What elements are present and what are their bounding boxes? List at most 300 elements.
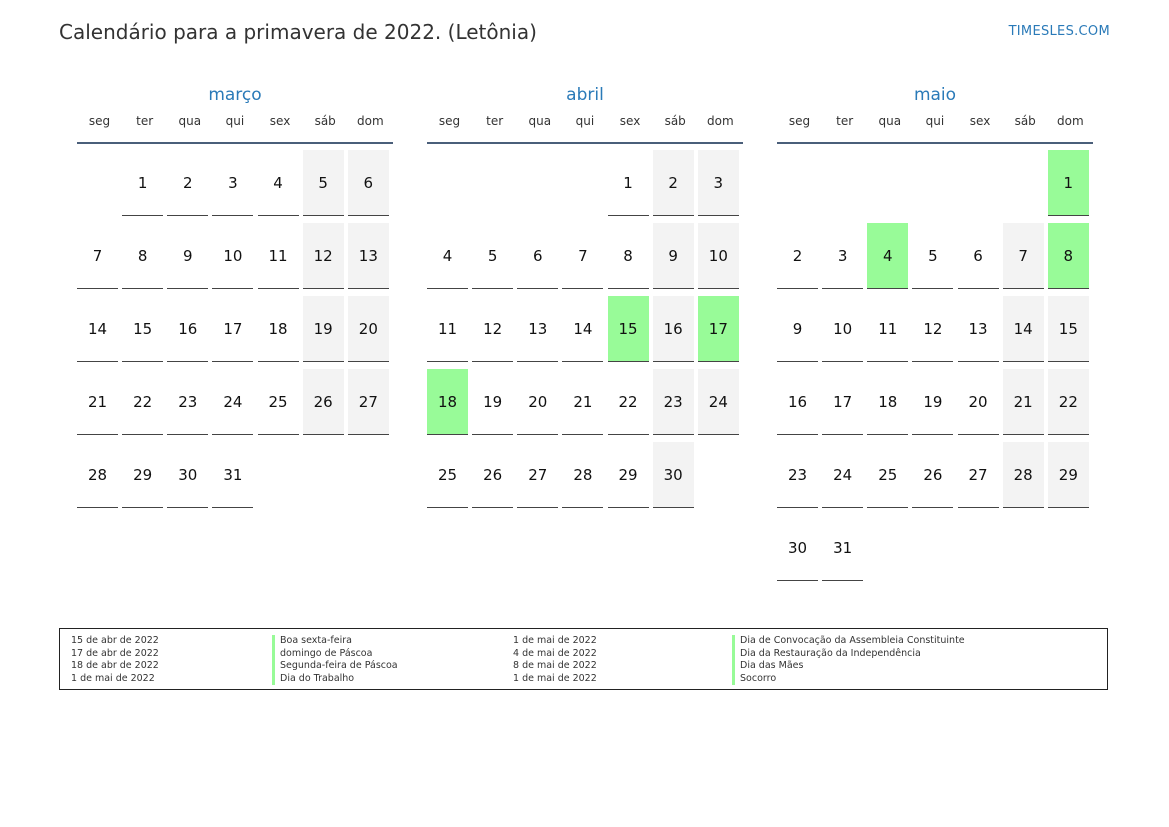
- legend-date: 1 de mai de 2022: [71, 672, 155, 684]
- day-number: 26: [483, 466, 503, 484]
- weekday-header: [77, 108, 393, 144]
- day-number: 12: [483, 320, 503, 338]
- day-cell: [653, 442, 694, 508]
- weekday-label: sex: [969, 114, 991, 128]
- day-cell: [958, 223, 999, 289]
- day-underline: [1048, 507, 1089, 508]
- weekday-header: [427, 108, 743, 144]
- day-number: 17: [708, 320, 728, 338]
- day-number: 14: [573, 320, 593, 338]
- weekday-label: qua: [528, 114, 552, 128]
- day-cell: [258, 369, 299, 435]
- day-number: 18: [268, 320, 288, 338]
- day-underline: [517, 434, 558, 435]
- day-number: 10: [708, 247, 728, 265]
- day-cell: [348, 296, 389, 362]
- day-number: 3: [713, 174, 724, 192]
- day-underline: [562, 361, 603, 362]
- day-underline: [912, 507, 953, 508]
- day-underline: [958, 507, 999, 508]
- weekday-label: sex: [269, 114, 291, 128]
- weekday-label: dom: [356, 114, 384, 128]
- day-underline: [1003, 288, 1044, 289]
- weekday-label: sáb: [314, 114, 336, 128]
- day-cell: [303, 150, 344, 216]
- day-underline: [562, 288, 603, 289]
- weekday-label: ter: [136, 114, 154, 128]
- day-cell: [122, 296, 163, 362]
- day-number: 29: [1058, 466, 1078, 484]
- day-number: 13: [528, 320, 548, 338]
- day-underline: [427, 288, 468, 289]
- legend-date: 4 de mai de 2022: [513, 647, 597, 659]
- legend-date: 8 de mai de 2022: [513, 660, 597, 671]
- legend-holiday-name: Socorro: [732, 673, 965, 686]
- weekday-label: sáb: [664, 114, 686, 128]
- day-underline: [427, 361, 468, 362]
- day-underline: [303, 361, 344, 362]
- day-cell: [348, 369, 389, 435]
- day-cell: [1003, 369, 1044, 435]
- day-underline: [258, 361, 299, 362]
- day-underline: [348, 288, 389, 289]
- month-may: [777, 84, 1093, 594]
- day-underline: [912, 361, 953, 362]
- day-cell: [1003, 442, 1044, 508]
- legend-date: 18 de abr de 2022: [71, 660, 159, 671]
- day-cell: [303, 296, 344, 362]
- day-cell: [258, 150, 299, 216]
- day-number: 24: [833, 466, 853, 484]
- day-cell: [472, 296, 513, 362]
- day-underline: [212, 507, 253, 508]
- day-underline: [348, 215, 389, 216]
- legend-date: 15 de abr de 2022: [71, 635, 159, 646]
- day-underline: [122, 288, 163, 289]
- day-underline: [562, 507, 603, 508]
- legend-holiday-name: Dia das Mães: [732, 660, 965, 673]
- day-number: 10: [223, 247, 243, 265]
- day-number: 17: [223, 320, 243, 338]
- weekday-label: qui: [575, 114, 595, 128]
- day-underline: [258, 434, 299, 435]
- day-number: 30: [178, 466, 198, 484]
- legend-dates-right: [513, 635, 597, 685]
- day-cell: [822, 369, 863, 435]
- day-cell: [167, 369, 208, 435]
- day-number: 20: [358, 320, 378, 338]
- day-underline: [122, 215, 163, 216]
- day-cell: [777, 442, 818, 508]
- day-number: 26: [313, 393, 333, 411]
- legend-holiday-name: Dia da Restauração da Independência: [732, 648, 965, 661]
- day-number: 3: [228, 174, 238, 192]
- day-cell: [212, 223, 253, 289]
- day-underline: [958, 361, 999, 362]
- day-cell: [472, 223, 513, 289]
- day-number: 3: [837, 247, 848, 265]
- day-underline: [167, 434, 208, 435]
- day-number: 23: [787, 466, 808, 484]
- day-underline: [698, 288, 739, 289]
- weekday-label: sáb: [1014, 114, 1036, 128]
- day-cell: [1003, 223, 1044, 289]
- day-underline: [608, 215, 649, 216]
- day-number: 11: [437, 320, 458, 338]
- day-cell: [258, 223, 299, 289]
- day-cell: [822, 223, 863, 289]
- day-cell: [122, 150, 163, 216]
- day-cell: [167, 442, 208, 508]
- holiday-day-cell: [427, 369, 468, 435]
- legend-holiday-name: Dia do Trabalho: [272, 673, 398, 686]
- day-cell: [562, 223, 603, 289]
- day-cell: [1048, 296, 1089, 362]
- day-cell: [122, 369, 163, 435]
- day-cell: [303, 369, 344, 435]
- legend-holiday-name: Boa sexta-feira: [272, 635, 398, 648]
- day-underline: [427, 434, 468, 435]
- day-number: 9: [182, 247, 193, 265]
- day-number: 8: [623, 247, 633, 265]
- day-cell: [77, 223, 118, 289]
- day-number: 14: [1013, 320, 1033, 338]
- day-underline: [167, 215, 208, 216]
- day-number: 18: [437, 393, 458, 411]
- legend-date: 1 de mai de 2022: [513, 672, 597, 684]
- holiday-day-cell: [867, 223, 908, 289]
- weekday-label: ter: [486, 114, 504, 128]
- day-cell: [77, 442, 118, 508]
- day-cell: [653, 369, 694, 435]
- day-underline: [777, 288, 818, 289]
- day-cell: [867, 442, 908, 508]
- day-number: 31: [223, 466, 243, 484]
- day-number: 12: [313, 247, 333, 265]
- day-cell: [303, 223, 344, 289]
- month-april: [427, 84, 743, 594]
- day-underline: [122, 507, 163, 508]
- day-number: 25: [268, 393, 288, 411]
- day-cell: [822, 296, 863, 362]
- day-underline: [653, 434, 694, 435]
- month-title: maio: [913, 85, 957, 105]
- day-cell: [608, 442, 649, 508]
- day-underline: [698, 361, 739, 362]
- day-cell: [653, 223, 694, 289]
- day-underline: [472, 507, 513, 508]
- day-cell: [348, 150, 389, 216]
- day-underline: [822, 580, 863, 581]
- day-number: 22: [618, 393, 638, 411]
- day-number: 19: [313, 320, 333, 338]
- day-number: 4: [882, 247, 893, 265]
- day-cell: [562, 369, 603, 435]
- day-underline: [958, 288, 999, 289]
- day-underline: [77, 361, 118, 362]
- legend-holiday-name: Dia de Convocação da Assembleia Constituinte: [732, 635, 965, 648]
- day-underline: [1048, 434, 1089, 435]
- day-number: 15: [133, 320, 153, 338]
- day-cell: [822, 515, 863, 581]
- day-underline: [958, 434, 999, 435]
- day-number: 19: [923, 393, 943, 411]
- weekday-label: qui: [925, 114, 945, 128]
- day-underline: [303, 288, 344, 289]
- day-underline: [77, 288, 118, 289]
- weekday-header: [777, 108, 1093, 144]
- day-cell: [517, 369, 558, 435]
- day-number: 21: [87, 393, 108, 411]
- day-underline: [777, 507, 818, 508]
- day-cell: [958, 296, 999, 362]
- day-underline: [212, 361, 253, 362]
- day-underline: [1003, 434, 1044, 435]
- day-cell: [1003, 296, 1044, 362]
- day-number: 6: [363, 174, 374, 192]
- day-number: 20: [528, 393, 548, 411]
- day-cell: [777, 515, 818, 581]
- day-number: 22: [133, 393, 153, 411]
- day-cell: [562, 296, 603, 362]
- day-cell: [698, 223, 739, 289]
- day-number: 10: [833, 320, 853, 338]
- day-cell: [167, 223, 208, 289]
- day-cell: [472, 369, 513, 435]
- weekday-label: seg: [88, 114, 111, 128]
- day-cell: [258, 296, 299, 362]
- day-number: 27: [968, 466, 988, 484]
- weekday-label: seg: [788, 114, 811, 128]
- day-underline: [1003, 507, 1044, 508]
- day-underline: [472, 361, 513, 362]
- day-cell: [562, 442, 603, 508]
- day-underline: [472, 434, 513, 435]
- day-cell: [777, 369, 818, 435]
- month-march: [77, 84, 393, 594]
- day-number: 1: [623, 174, 633, 192]
- day-cell: [777, 223, 818, 289]
- day-number: 18: [878, 393, 898, 411]
- day-underline: [653, 215, 694, 216]
- day-number: 21: [1013, 393, 1033, 411]
- holiday-day-cell: [608, 296, 649, 362]
- day-cell: [777, 296, 818, 362]
- holiday-day-cell: [698, 296, 739, 362]
- day-number: 9: [668, 247, 678, 265]
- day-cell: [212, 150, 253, 216]
- day-cell: [212, 296, 253, 362]
- day-cell: [698, 150, 739, 216]
- weekday-label: sex: [619, 114, 641, 128]
- day-number: 26: [923, 466, 943, 484]
- day-number: 23: [178, 393, 198, 411]
- day-underline: [348, 434, 389, 435]
- day-underline: [867, 507, 908, 508]
- day-cell: [427, 442, 468, 508]
- day-number: 16: [663, 320, 683, 338]
- day-underline: [698, 215, 739, 216]
- day-cell: [867, 369, 908, 435]
- weekday-label: qua: [878, 114, 902, 128]
- day-cell: [167, 150, 208, 216]
- day-underline: [1048, 215, 1089, 216]
- day-number: 14: [87, 320, 108, 338]
- day-number: 9: [792, 320, 803, 338]
- day-number: 17: [833, 393, 853, 411]
- brand-link[interactable]: TIMESLES.COM: [1008, 24, 1110, 39]
- day-underline: [348, 361, 389, 362]
- day-underline: [653, 288, 694, 289]
- day-number: 12: [923, 320, 943, 338]
- day-number: 2: [792, 247, 803, 265]
- day-number: 7: [578, 247, 588, 265]
- day-cell: [912, 296, 953, 362]
- day-underline: [167, 288, 208, 289]
- day-underline: [608, 288, 649, 289]
- day-underline: [912, 434, 953, 435]
- day-underline: [698, 434, 739, 435]
- legend-date: 1 de mai de 2022: [513, 635, 597, 646]
- day-underline: [608, 434, 649, 435]
- day-cell: [608, 223, 649, 289]
- day-underline: [472, 288, 513, 289]
- weekday-label: seg: [438, 114, 461, 128]
- day-number: 7: [1018, 247, 1028, 265]
- day-number: 5: [928, 247, 938, 265]
- day-underline: [258, 288, 299, 289]
- day-cell: [427, 296, 468, 362]
- day-underline: [77, 507, 118, 508]
- day-underline: [777, 361, 818, 362]
- day-underline: [1048, 288, 1089, 289]
- day-number: 8: [137, 247, 148, 265]
- day-number: 28: [87, 466, 108, 484]
- day-underline: [122, 434, 163, 435]
- day-number: 8: [1063, 247, 1074, 265]
- legend-names-right: [732, 635, 965, 685]
- day-underline: [517, 288, 558, 289]
- holiday-day-cell: [1048, 150, 1089, 216]
- day-cell: [958, 442, 999, 508]
- day-number: 7: [92, 247, 103, 265]
- legend-holiday-name: domingo de Páscoa: [272, 648, 398, 661]
- day-underline: [212, 288, 253, 289]
- holiday-day-cell: [1048, 223, 1089, 289]
- day-number: 13: [968, 320, 988, 338]
- day-number: 23: [663, 393, 683, 411]
- day-underline: [303, 215, 344, 216]
- day-cell: [212, 442, 253, 508]
- day-number: 25: [878, 466, 898, 484]
- day-underline: [1003, 361, 1044, 362]
- day-cell: [517, 223, 558, 289]
- day-cell: [77, 296, 118, 362]
- legend-date: 17 de abr de 2022: [71, 647, 159, 659]
- day-cell: [427, 223, 468, 289]
- day-grid: [777, 144, 1093, 594]
- day-cell: [517, 442, 558, 508]
- day-underline: [867, 434, 908, 435]
- legend-holiday-name: Segunda-feira de Páscoa: [272, 660, 398, 673]
- day-underline: [122, 361, 163, 362]
- day-number: 6: [973, 247, 983, 265]
- day-number: 16: [178, 320, 198, 338]
- day-cell: [472, 442, 513, 508]
- day-number: 22: [1058, 393, 1078, 411]
- day-cell: [608, 369, 649, 435]
- day-number: 11: [878, 320, 898, 338]
- day-number: 4: [273, 174, 283, 192]
- day-number: 1: [137, 174, 148, 192]
- day-number: 2: [182, 174, 193, 192]
- day-cell: [77, 369, 118, 435]
- day-cell: [653, 296, 694, 362]
- day-underline: [1048, 361, 1089, 362]
- weekday-label: qui: [225, 114, 245, 128]
- day-number: 4: [442, 247, 453, 265]
- day-cell: [1048, 369, 1089, 435]
- day-underline: [777, 434, 818, 435]
- month-title: março: [208, 85, 262, 105]
- day-number: 16: [787, 393, 808, 411]
- day-number: 15: [1058, 320, 1078, 338]
- day-number: 25: [437, 466, 458, 484]
- day-underline: [822, 288, 863, 289]
- day-number: 2: [668, 174, 678, 192]
- day-underline: [867, 288, 908, 289]
- day-underline: [303, 434, 344, 435]
- page-title: Calendário para a primavera de 2022. (Letônia): [59, 20, 537, 44]
- day-underline: [867, 361, 908, 362]
- day-cell: [653, 150, 694, 216]
- day-number: 29: [133, 466, 153, 484]
- day-cell: [912, 223, 953, 289]
- day-underline: [77, 434, 118, 435]
- day-underline: [653, 361, 694, 362]
- day-number: 19: [483, 393, 503, 411]
- day-underline: [167, 507, 208, 508]
- day-number: 27: [358, 393, 378, 411]
- day-underline: [822, 361, 863, 362]
- day-cell: [958, 369, 999, 435]
- day-underline: [653, 507, 694, 508]
- day-cell: [348, 223, 389, 289]
- weekday-label: dom: [706, 114, 734, 128]
- day-number: 30: [787, 539, 808, 557]
- day-number: 28: [573, 466, 593, 484]
- day-underline: [562, 434, 603, 435]
- day-number: 20: [968, 393, 988, 411]
- day-cell: [608, 150, 649, 216]
- month-title: abril: [566, 85, 604, 105]
- day-number: 11: [268, 247, 288, 265]
- weekday-label: ter: [836, 114, 854, 128]
- day-number: 6: [532, 247, 543, 265]
- day-number: 24: [708, 393, 728, 411]
- day-underline: [212, 434, 253, 435]
- day-number: 31: [833, 539, 853, 557]
- day-cell: [912, 369, 953, 435]
- day-number: 29: [618, 466, 638, 484]
- holiday-legend: [59, 628, 1108, 690]
- day-underline: [777, 580, 818, 581]
- weekday-label: dom: [1056, 114, 1084, 128]
- day-cell: [517, 296, 558, 362]
- day-cell: [167, 296, 208, 362]
- day-grid: [77, 144, 393, 594]
- day-number: 15: [618, 320, 638, 338]
